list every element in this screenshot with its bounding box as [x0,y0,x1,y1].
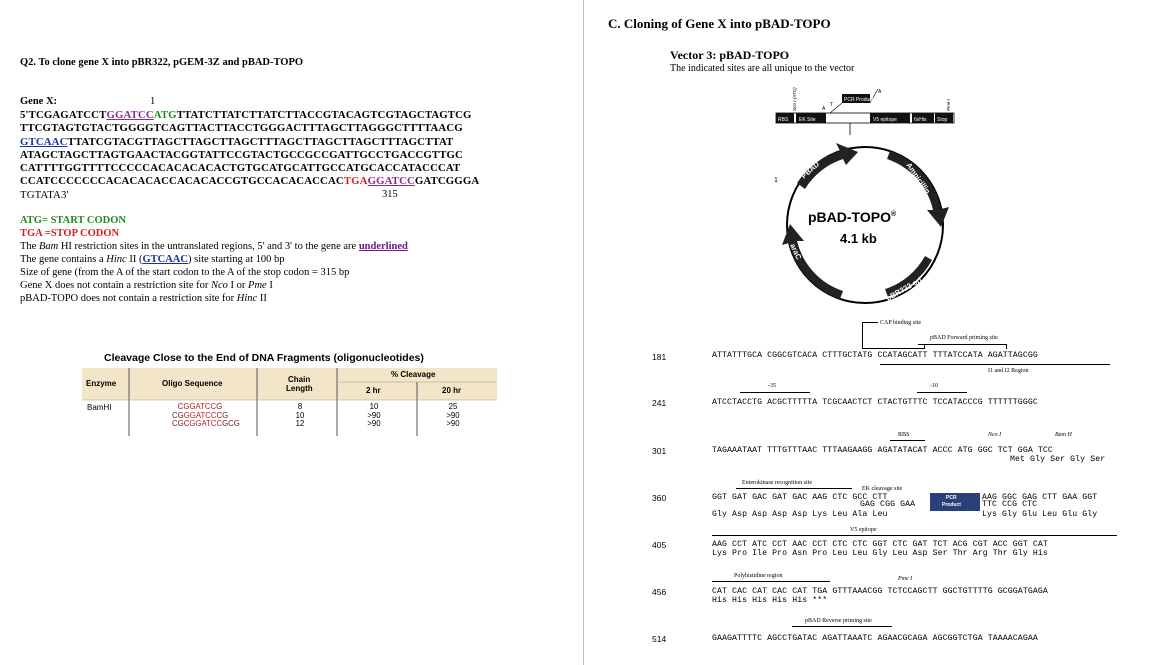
seq-line-360-a: GGT GAT GAC GAT GAC AAG CTC GCC CTT [712,493,888,502]
seq-line-181: ATTATTTGCA CGGCGTCACA CTTTGCTATG CCATAGCATT TTTATCCATA AGATTAGCGG [712,351,1038,360]
table-length-column [292,403,308,429]
seq-line-360-protein-a: Gly Asp Asp Asp Asp Lys Leu Ala Leu [712,510,888,519]
page-divider [583,0,584,665]
table-cell: 10 [369,402,379,411]
note-text: I or [227,279,249,291]
a-overhang-top: A [878,89,882,95]
pme-i-label: Pme I [946,99,951,111]
note-italic: Hinc [106,253,127,265]
ek-cleavage-label: EK cleavage site [862,486,903,492]
polyhis-bracket [712,581,830,582]
arac-arrow [782,224,843,299]
ampicillin-arrow [887,151,949,227]
ek-label: EK Site [799,117,816,123]
gene-notes [20,241,408,306]
seq-line-456-protein: His His His His His *** [712,596,828,605]
gene-position-start: 1 [150,96,156,107]
v5-label: V5 epitope [873,117,897,123]
note-italic: Hinc [236,292,258,304]
bamhi-site-5prime: GGATCC [106,109,154,121]
table-cell: 8 [297,402,303,411]
pbad-forward-end [1006,344,1007,349]
note-hinc-seq: GTCAAC [142,253,188,265]
registered-mark: ® [890,211,897,218]
table-cell: 25 [448,402,458,411]
product-insert-label: Product [942,502,961,508]
q2-title: Q2. To clone gene X into pBR322, pGEM-3Z and pBAD-TOPO [20,57,304,68]
cap-bracket-v [862,322,863,348]
seq-line-5: CATTTTGGTTTTCCCCCACACACACACTGTGCATGCATTGCCATGCACCATACCCAT [20,162,461,175]
table-cell: >90 [367,419,381,429]
nco-i-seq-label: Nco I [988,432,1002,438]
seq-number-360: 360 [652,493,667,503]
note-italic: Pme [248,279,267,291]
plasmid-name [808,209,897,225]
note-hincii [20,254,408,267]
arac-label: araC [788,242,804,261]
pcr-product-label: PCR Product [844,97,874,103]
pbad-arrow [797,143,858,189]
seq-line-301: TAGAAATAAT TTTGTTTAAC TTTAAGAAGG AGATATACAT ACCC ATG GGC TCT GGA TCC [712,446,1053,455]
note-italic: Nco [210,279,228,291]
cap-binding-label: CAP binding site [880,320,922,326]
start-codon-legend: ATG= START CODON [20,215,126,226]
plasmid-size: 4.1 kb [840,231,877,246]
seq-line-360-d: TTC CCG CTC [982,500,1038,509]
pbad-forward-label: pBAD Forward priming site [930,335,998,341]
table-header-20hr: 20 hr [442,386,462,395]
vector-3-title: Vector 3: pBAD-TOPO [670,48,790,62]
table-2hr-column [364,403,384,429]
bamh-i-seq-label: Bam H [1055,432,1072,438]
seq-line-405: AAG CCT ATC CCT AAC CCT CTC CTC GGT CTC GAT TCT ACG CGT ACC GGT CAT [712,540,1048,549]
seq-line-2: TTCGTAGTGTACTGGGGTCAGTTACTTACCTGGGACTTTAGCTTAGGGCTTTTAACG [20,122,463,135]
cap-bracket-bottom [862,348,924,349]
pbad-reverse-label: pBAD Reverse priming site [805,618,872,624]
seq-line-6-prefix: CCATCCCCCCCACACACACCACACACCGTGCCACACACCAC [20,175,344,188]
ampicillin-label: Ampicillin [904,160,933,196]
seq-number-181: 181 [652,352,667,362]
minus-10-bracket [917,392,967,393]
oligo-flank: CG [216,410,229,420]
note-text: ) site starting at 100 bp [187,253,285,265]
pme-i-seq-label: Pme I [898,576,913,582]
note-underlined: underlined [358,241,408,252]
table-20hr-column [443,403,463,429]
note-text: The [20,241,39,252]
seq-number-301: 301 [652,446,667,456]
polyhistidine-label: Polyhistidine region [734,573,783,579]
section-c-title: C. Cloning of Gene X into pBAD-TOPO [608,16,831,31]
oligo-site: GGATCC [183,410,217,420]
gene-label: Gene X: [20,96,58,107]
seq-line-514: GAAGATTTTC AGCCTGATAC AGATTAAATC AGAACGCAGA AGCGGTCTGA TAAAACAGAA [712,634,1038,643]
table-row [172,419,240,429]
gene-position-end: 315 [382,189,398,200]
note-text: HI restriction sites in the untranslated regions, 5' and 3' to the gene are [58,241,359,252]
table-header-pct: % Cleavage [391,370,436,379]
plasmid-name-text: pBAD-TOPO [808,209,891,225]
oligo-flank: C [177,402,184,411]
pcr-insert-label: PCR [946,495,957,501]
seq-line-1-prefix: 5'TCGAGATCCT [20,109,107,121]
note-text: Gene X does not contain a restriction site for [20,279,211,291]
seq-line-360-c: GAG CGG GAA [860,500,916,509]
nco-i-label: Nco I (ATG) [792,87,797,111]
minus-35-bracket [740,392,810,393]
i1-i2-label: I1 and I2 Region [988,368,1029,374]
stop-label: Stop [937,117,948,123]
note-text: pBAD-TOPO does not contain a restriction site for [20,292,237,304]
rbs-label: RBS [778,117,789,123]
position-1-label: 1 [774,177,778,184]
oligo-flank: CG [172,410,184,420]
a-overhang-bottom: A [822,106,826,112]
bamhi-site-3prime: GGATCC [367,175,415,188]
pbad-label: PBAD [799,159,822,181]
table-header-length: Length [286,384,313,393]
v5-epitope-seq-label: V5 epitope [850,527,877,533]
note-bamhi [20,241,408,254]
note-topo-hinc [20,293,408,306]
table-cell: >90 [367,410,381,420]
table-header-2hr: 2 hr [366,386,381,395]
vector-3-subtitle: The indicated sites are all unique to the vector [670,63,855,74]
table-header-chain: Chain [288,375,311,384]
note-text: The gene contains a [20,253,107,265]
note-text: II [257,292,267,304]
v5-bracket [712,535,1117,536]
table-oligo-column [172,402,240,429]
table-cell: 12 [295,419,305,429]
pbr322-ori-label: pBR322 ori [884,275,924,303]
gene-x-sequence [20,109,479,202]
minus-35-label: -35 [768,383,776,389]
note-text: II ( [126,253,143,265]
his-label: 6xHis [914,117,927,123]
pbad-forward-bracket [918,344,1006,345]
seq-number-514: 514 [652,634,667,644]
table-cell: >90 [446,419,460,429]
note-text: I [266,279,273,291]
note-size: Size of gene (from the A of the start codon to the A of the stop codon = 315 bp [20,266,350,278]
seq-line-456: CAT CAC CAT CAC CAT TGA GTTTAAACGG TCTCCAGCTT GGCTGTTTTG GCGGATGAGA [712,587,1048,596]
ek-recognition-label: Enterokinase recognition site [742,480,812,486]
cleavage-table-title: Cleavage Close to the End of DNA Fragments (oligonucleotides) [104,352,424,364]
seq-number-405: 405 [652,540,667,550]
seq-line-1-rest: TTATCTTATCTTATCTTACCGTACAGTCGTAGCTAGTCG [176,109,472,121]
rbs-bracket [890,440,925,441]
pbad-reverse-bracket [792,626,892,627]
hincii-site: GTCAAC [20,135,68,148]
table-cell: 10 [295,410,305,420]
minus-10-label: -10 [930,383,938,389]
mcs-bar [776,89,954,135]
rbs-label-seq: RBS [898,432,910,438]
t-overhang: T [830,102,834,108]
note-nco-pme [20,280,408,293]
plasmid-map [760,85,970,310]
note-italic: Bam [38,241,59,252]
seq-number-456: 456 [652,587,667,597]
table-header-oligo: Oligo Sequence [162,379,223,388]
seq-line-6-rest: GATCGGGA [414,175,480,188]
seq-line-360-b: AAG GGC GAG CTT GAA GGT [982,493,1098,502]
seq-line-3-rest: TTATCGTACGTTAGCTTAGCTTAGCTTTAGCTTAGCTTAGCTTTAGCTTAT [67,135,454,148]
oligo-flank: G [216,402,223,411]
oligo-flank: CGC [172,419,190,429]
table-cell: >90 [446,410,460,420]
start-codon: ATG [153,109,177,121]
oligo-site: GGATCC [189,419,223,429]
seq-line-241: ATCCTACCTG ACGCTTTTTA TCGCAACTCT CTACTGTTTC TCCATACCCG TTTTTTGGGC [712,398,1038,407]
seq-line-301-protein: Met Gly Ser Gly Ser [1010,455,1106,464]
seq-line-405-protein: Lys Pro Ile Pro Asn Pro Leu Leu Gly Leu Asp Ser Thr Arg Thr Gly His [712,549,1048,558]
seq-number-241: 241 [652,398,667,408]
table-header-enzyme: Enzyme [86,379,117,388]
ek-recognition-bracket [736,488,852,489]
seq-line-7: TGTATA3' [20,188,69,201]
table-enzyme-bamhi: BamHI [87,403,112,412]
stop-codon: TGA [343,175,368,188]
i1-i2-bracket [880,364,1110,365]
cap-bracket [862,322,878,323]
stop-codon-legend: TGA =STOP CODON [20,228,120,239]
seq-line-360-protein-b: Lys Gly Glu Leu Glu Gly [982,510,1098,519]
oligo-flank: GCG [222,419,240,429]
oligo-site: GGATCC [183,402,217,411]
seq-line-4: ATAGCTAGCTTAGTGAACTACGGTATTCCGTACTGCCGCCGATTGCCTGACCGTTGC [20,148,463,161]
